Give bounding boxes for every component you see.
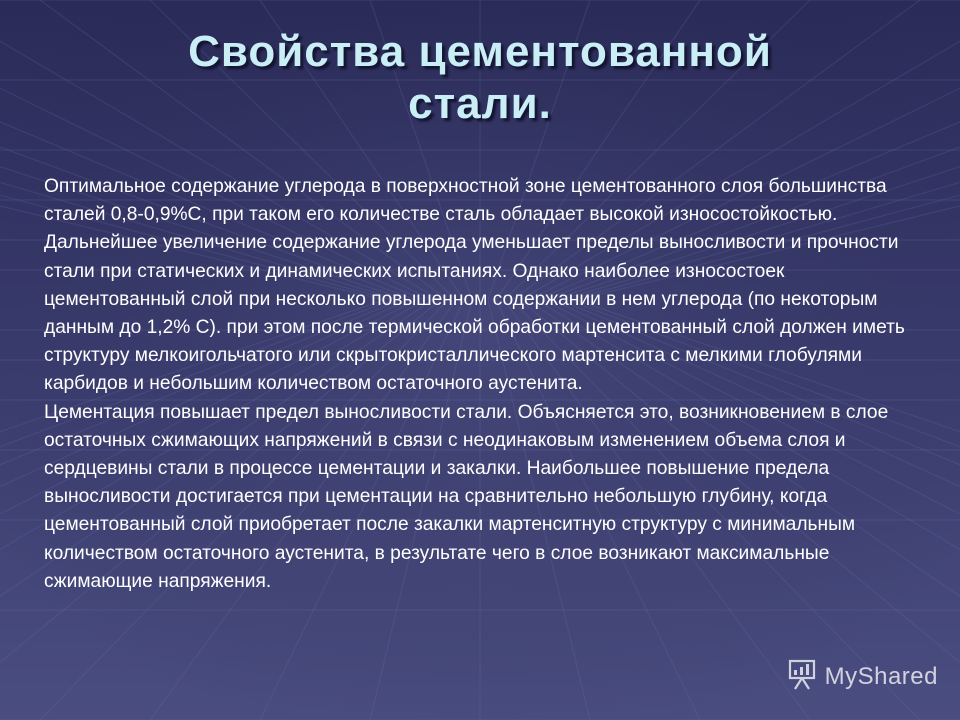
watermark bbox=[787, 660, 938, 694]
paragraph-2: Цементация повышает предел выносливости стали. Объясняется это, возникновением в слое остаточных сжимающих напряжений в связи с неодинаковым изменением объема слоя и сердцевины стали в процессе цементации и закалки. Наибольшее повышение предела выносливости достигается при цементации на сравнительно небольшую глубину, когда цементованный слой приобретает после закалки мартенситную структуру с минимальным количеством остаточного аустенита, в результате чего в слое возникают максимальные сжимающие напряжения. bbox=[44, 401, 889, 592]
slide-body bbox=[44, 173, 924, 596]
paragraph-1: Оптимальное содержание углерода в поверхностной зоне цементованного слоя большинства сталей 0,8-0,9%С, при таком его количестве сталь обладает высокой износостойкостью. Дальнейшее увеличение содержание углерода уменьшает пределы выносливости и прочности стали при статических и динамических испытаниях. Однако наиболее износостоек цементованный слой при несколько повышенном содержании в нем углерода (по некоторым данным до 1,2% С). при этом после термической обработки цементованный слой должен иметь структуру мелкоигольчатого или скрытокристаллического мартенсита с мелкими глобулями карбидов и небольшим количеством остаточного аустенита. bbox=[44, 176, 905, 395]
title-line-1: Свойства цементованной bbox=[188, 27, 772, 76]
watermark-text: MyShared bbox=[824, 663, 938, 690]
slide-title bbox=[0, 26, 960, 130]
title-line-2: стали. bbox=[408, 79, 552, 128]
presentation-board-icon bbox=[787, 659, 817, 696]
